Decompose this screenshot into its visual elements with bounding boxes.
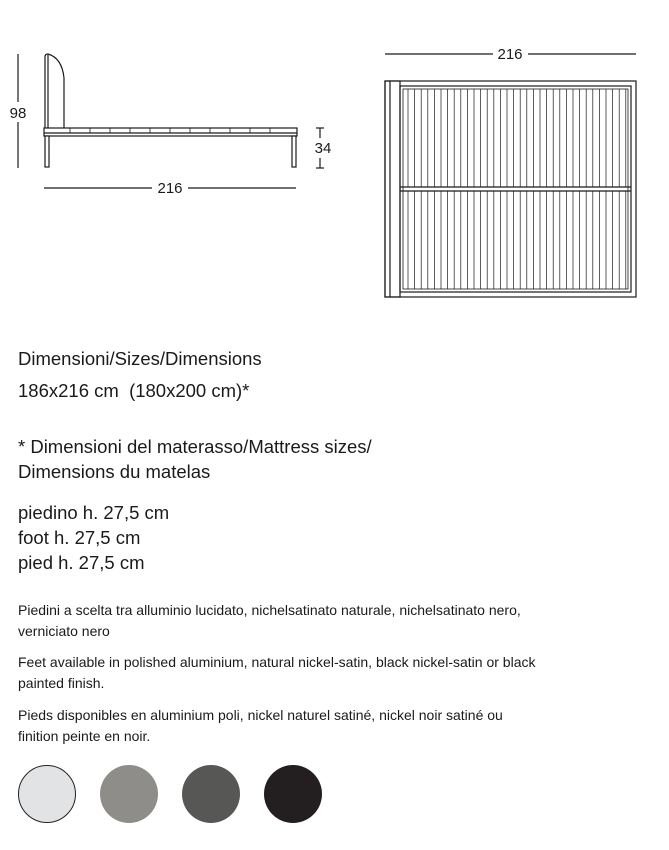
top-slats	[408, 89, 626, 289]
mattress-note-line1: * Dimensioni del materasso/Mattress sizes/	[18, 436, 372, 457]
side-frame	[44, 128, 297, 136]
side-width-label: 216	[157, 180, 183, 197]
side-height-label: 98	[9, 105, 27, 122]
mattress-note	[18, 434, 538, 484]
top-outer-frame	[385, 81, 636, 297]
technical-drawing	[0, 0, 669, 330]
foot-height-fr: pied h. 27,5 cm	[18, 552, 145, 573]
foot-height-it: piedino h. 27,5 cm	[18, 502, 170, 523]
side-leg-right	[292, 136, 296, 167]
foot-height-en: foot h. 27,5 cm	[18, 527, 141, 548]
finish-text-fr: Pieds disponibles en aluminium poli, nickel naturel satiné, nickel noir satiné ou finition peinte en noir.	[18, 707, 503, 744]
swatch-black-painted	[264, 765, 322, 823]
mattress-note-line2: Dimensions du matelas	[18, 461, 211, 482]
swatch-polished-aluminium	[18, 765, 76, 823]
dimensions-title: Dimensioni/Sizes/Dimensions	[18, 348, 262, 369]
finish-text-en: Feet available in polished aluminium, natural nickel-satin, black nickel-satin or black painted finish.	[18, 654, 536, 691]
top-view	[385, 54, 636, 297]
finish-text-it: Piedini a scelta tra alluminio lucidato, nichelsatinato naturale, nichelsatinato nero, verniciato nero	[18, 602, 521, 639]
swatch-natural-nickel-satin	[100, 765, 158, 823]
side-leg-left	[45, 136, 49, 167]
foot-height	[18, 500, 538, 575]
top-width-label: 216	[497, 46, 523, 63]
top-headboard	[385, 81, 400, 297]
bed-size: 186x216 cm (180x200 cm)*	[18, 380, 250, 401]
swatch-black-nickel-satin	[182, 765, 240, 823]
side-leg-label: 34	[314, 140, 332, 157]
side-view	[18, 54, 324, 188]
